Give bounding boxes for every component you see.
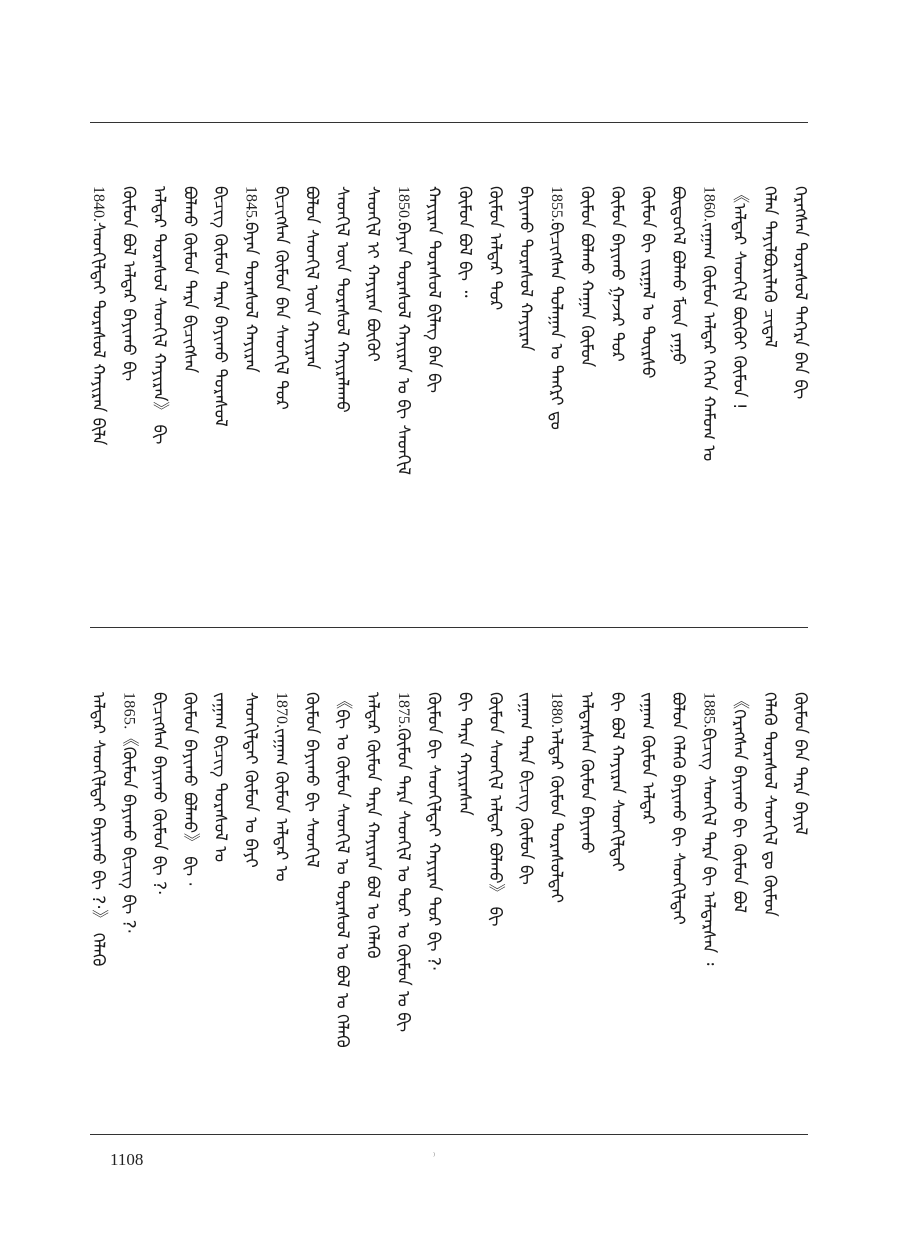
line-text: ᠰᠡᠳᠬᠢᠯᠲᠡᠢ ᠳᠤᠷᠠᠰᠤᠯ ᠬᠠᠶᠢᠷᠠᠨ ᠪᠢᠯᠡ bbox=[88, 222, 108, 446]
poem-line bbox=[573, 692, 599, 1112]
line-text: ᠠᠯᠳᠠᠷ ᠰᠡᠳᠬᠢᠯᠲᠡᠢ ᠪᠠᠶᠢᠬᠤ ᠪᠢ ?·》 ᠬᠡᠯᠡᠬᠦ bbox=[88, 692, 108, 967]
line-text: ᠠᠯᠳᠠᠷ ᠳᠤᠷᠠᠰᠤᠯ ᠰᠡᠳᠬᠢᠯ ᠬᠠᠶᠢᠷᠠᠨ》 ᠪᠢ bbox=[149, 186, 170, 445]
poem-line bbox=[604, 186, 630, 516]
line-text: ᠰᠡᠳᠬᠢᠯᠲᠡᠢ ᠬᠦᠮᠦᠨ ᠤ ᠪᠠᠶᠢ bbox=[240, 692, 261, 868]
line-text: ᠬᠡᠯᠡᠬᠦ ᠳᠤᠷᠠᠰᠤᠯ ᠰᠡᠳᠬᠢᠯ ᠳᠤ ᠬᠦᠮᠦᠨ bbox=[759, 692, 780, 917]
line-text: ᠬᠡᠷᠡᠭᠰᠡᠨ ᠳᠤᠷᠠᠰᠤᠯ ᠳᠡᠭᠡᠷᠡ ᠪᠠᠨ ᠪᠢ bbox=[790, 186, 810, 400]
poem-line bbox=[756, 692, 782, 1112]
poem-line bbox=[451, 186, 477, 516]
poem-line bbox=[360, 692, 386, 1112]
top-rule bbox=[90, 122, 808, 123]
line-text: ᠪᠢᠴᠢᠭᠰᠡᠨ ᠬᠦᠮᠦᠨ ᠪᠠᠨ ᠰᠡᠳᠬᠢᠯ ᠳᠤᠷ bbox=[271, 186, 292, 410]
line-text: ᠵᠠᠭᠠᠭ ᠬᠦᠮᠦᠨ ᠠᠯᠳᠠᠷ ᠭᠡᠭᠡᠨ ᠬᠠᠮᠤᠭ ᠤ bbox=[698, 222, 719, 462]
line-number: 1875. bbox=[395, 692, 413, 728]
poem-line bbox=[238, 186, 264, 516]
poem-line bbox=[512, 186, 538, 516]
line-text: ᠬᠦᠮᠦᠨ ᠲᠡᠷᠡ ᠰᠡᠳᠬᠢᠯ ᠤ ᠳᠤᠷ ᠤ ᠬᠦᠮᠦᠨ ᠤ ᠪᠢ bbox=[393, 728, 414, 1033]
line-text: ᠪᠢᠴᠢᠭ ᠬᠦᠮᠦᠨ ᠲᠡᠷᠡ ᠪᠠᠶᠢᠬᠤ ᠳᠤᠷᠠᠰᠤᠯ bbox=[210, 186, 231, 427]
line-number: 1840. bbox=[90, 186, 107, 222]
line-text: ᠬᠦᠮᠦᠨ ᠰᠡᠳᠬᠢᠯ ᠠᠯᠳᠠᠷ ᠪᠣᠯᠬᠤ》 ᠪᠢ bbox=[484, 692, 505, 927]
line-text: ᠪᠠᠶᠢᠬᠤ ᠳᠤᠷᠠᠰᠤᠯ ᠬᠠᠶᠢᠷᠠᠨ bbox=[515, 186, 536, 352]
poem-line bbox=[634, 692, 660, 1112]
line-text: ᠪᠣᠯᠤᠨ ᠬᠡᠯᠡᠬᠦ ᠪᠠᠶᠢᠬᠤ ᠪᠢ ᠰᠡᠳᠬᠢᠯᠲᠡᠢ bbox=[667, 692, 688, 925]
line-text: ᠬᠠᠶᠢᠷᠠᠨ ᠳᠤᠷᠠᠰᠤᠯ ᠪᠢᠯᠡᠭ ᠪᠠᠨ ᠪᠢ bbox=[423, 186, 444, 393]
line-text: ᠬᠦᠮᠦᠨ ᠪᠣᠯᠬᠤ ᠬᠠᠭᠠᠨ ᠬᠦᠮᠦᠨ bbox=[576, 186, 597, 368]
line-text: ᠠᠯᠳᠠᠷ ᠬᠦᠮᠦᠨ ᠳᠤᠷᠠᠰᠤᠯᠲᠡᠢ bbox=[545, 728, 566, 903]
line-text: 《ᠪᠢ ᠤ ᠬᠦᠮᠦᠨ ᠰᠡᠳᠬᠢᠯ ᠤ ᠳᠤᠷᠠᠰᠤᠯ ᠤ ᠪᠣᠯ ᠤ ᠬᠡᠯᠡᠬᠦ bbox=[332, 692, 353, 1048]
poem-line bbox=[634, 186, 660, 516]
poem-line bbox=[177, 692, 203, 1112]
poem-line bbox=[268, 692, 294, 1112]
poem-line bbox=[177, 186, 203, 516]
poem-line bbox=[268, 186, 294, 516]
line-text: ᠪᠣᠯᠬᠤ ᠬᠦᠮᠦᠨ ᠲᠡᠷᠡ ᠪᠢᠴᠢᠭᠰᠡᠨ bbox=[179, 186, 200, 374]
line-text: ᠬᠦᠮᠦᠨ ᠪᠠᠨ ᠲᠡᠷᠡ ᠪᠠᠶᠢᠯ bbox=[790, 692, 810, 836]
poem-line bbox=[573, 186, 599, 516]
line-text: ᠬᠦᠮᠦᠨ ᠪᠣᠯ ᠠᠯᠳᠠᠷ ᠪᠠᠶᠢᠬᠤ ᠪᠢ bbox=[118, 186, 139, 382]
line-number: 1880. bbox=[547, 692, 565, 728]
page-number: 1108 bbox=[110, 1150, 144, 1169]
line-text: ᠪᠣᠯᠤᠨ ᠰᠡᠳᠬᠢᠯ ᠦᠨ ᠬᠠᠶᠢᠷᠠᠨ bbox=[301, 186, 322, 370]
poem-line bbox=[604, 692, 630, 1112]
line-text: ᠬᠦᠮᠦᠨ ᠪᠣᠯ ᠪᠢ ᠃ bbox=[454, 186, 475, 298]
line-text: ᠰᠡᠳᠬᠢᠯ ᠦᠨ ᠳᠤᠷᠠᠰᠤᠯ ᠬᠠᠶᠢᠷᠠᠯᠠᠬᠤ bbox=[332, 186, 353, 413]
line-text: ᠠᠯᠳᠠᠷᠰᠠᠨ ᠬᠦᠮᠦᠨ ᠪᠠᠶᠢᠬᠤ bbox=[576, 692, 597, 854]
poem-line bbox=[85, 186, 111, 516]
poem-line bbox=[543, 692, 569, 1112]
poem-line bbox=[421, 692, 447, 1112]
line-number: 1845. bbox=[242, 186, 260, 222]
poem-line bbox=[390, 186, 416, 516]
line-number: 1865. bbox=[120, 692, 138, 730]
line-number: 1855. bbox=[547, 186, 565, 222]
line-text: ᠬᠡᠯᠡᠨ ᠲᠡᠶᠢᠯᠪᠦᠷᠢᠯᠡᠬᠦ ᠴᠢᠳᠠᠯ bbox=[759, 186, 780, 348]
poem-line bbox=[726, 186, 752, 516]
poem-line bbox=[543, 186, 569, 516]
line-text: ᠬᠦᠮᠦᠨ ᠪᠠᠶᠢᠬᠤ ᠪᠣᠯᠬᠤ》 ᠪᠢ · bbox=[179, 692, 200, 887]
poem-line bbox=[146, 692, 172, 1112]
line-text: ᠬᠦᠮᠦᠨ ᠪᠠᠶᠢᠬᠤ ᠭᠠᠵᠠᠷ ᠳᠤᠷ bbox=[606, 186, 627, 362]
line-number: 1860. bbox=[700, 186, 718, 222]
line-text: ᠠᠯᠳᠠᠷ ᠬᠦᠮᠦᠨ ᠲᠡᠷᠡ ᠬᠠᠶᠢᠷᠠᠨ ᠪᠣᠯ ᠤ ᠬᠡᠯᠡᠬᠦ bbox=[362, 692, 383, 959]
poem-line bbox=[329, 186, 355, 516]
poem-line bbox=[726, 692, 752, 1112]
line-text: ᠪᠢ ᠲᠡᠷᠡ ᠬᠠᠶᠢᠷᠠᠰᠠᠨ bbox=[454, 692, 475, 816]
poem-line bbox=[451, 692, 477, 1112]
poem-line bbox=[787, 692, 813, 1112]
middle-rule bbox=[90, 627, 808, 628]
line-text: ᠪᠢᠴᠢᠭᠰᠡᠨ ᠳᠤᠯᠠᠭᠠᠨ ᠤ ᠲᠡᠩᠷᠢ ᠳᠤ bbox=[545, 222, 566, 430]
poem-line bbox=[238, 692, 264, 1112]
poem-line bbox=[512, 692, 538, 1112]
line-text: ᠪᠠᠶᠠᠨ ᠳᠤᠷᠠᠰᠤᠯ ᠬᠠᠶᠢᠷᠠᠨ bbox=[240, 222, 261, 373]
poem-line bbox=[329, 692, 355, 1112]
poem-line bbox=[85, 692, 111, 1112]
line-text: ᠬᠦᠮᠦᠨ ᠪᠠᠶᠢᠬᠤ ᠪᠢ ᠰᠡᠳᠬᠢᠯ bbox=[301, 692, 322, 868]
poem-line bbox=[116, 692, 142, 1112]
poem-line bbox=[390, 692, 416, 1112]
center-mark: ⁾ bbox=[433, 1152, 436, 1162]
line-text: ᠪᠢᠴᠢᠭᠰᠡᠨ ᠪᠠᠶᠢᠬᠤ ᠬᠦᠮᠦᠨ ᠪᠢ ?· bbox=[149, 692, 170, 896]
line-text: ᠵᠠᠭᠠᠭ ᠬᠦᠮᠦᠨ ᠠᠯᠳᠠᠷ ᠤ bbox=[271, 728, 292, 882]
line-text: ᠰᠡᠳᠬᠢᠯ ᠢ ᠬᠠᠶᠢᠷᠠᠨ ᠪᠦᠬᠦᠢ bbox=[362, 186, 383, 362]
line-number: 1850. bbox=[395, 186, 413, 222]
line-text: ᠬᠦᠮᠦᠨ ᠪᠢ ᠰᠡᠳᠬᠢᠯᠲᠡᠢ ᠬᠠᠶᠢᠷᠠᠨ ᠳᠤᠷ ᠪᠢ ?· bbox=[423, 692, 444, 972]
poem-line bbox=[116, 186, 142, 516]
poem-line bbox=[207, 692, 233, 1112]
poem-line bbox=[146, 186, 172, 516]
poem-line bbox=[756, 186, 782, 516]
poem-line bbox=[787, 186, 813, 516]
line-text: 《ᠬᠦᠮᠦᠨ ᠪᠠᠶᠢᠬᠤ ᠪᠢᠴᠢᠭ ᠪᠢ ?· bbox=[118, 729, 139, 935]
line-text: ᠬᠦᠮᠦᠨ ᠪᠢ ᠵᠢᠷᠭᠠᠯ ᠤ ᠳᠦᠷᠰᠦ bbox=[637, 186, 658, 379]
poem-line bbox=[207, 186, 233, 516]
line-text: ᠪᠢᠴᠢᠭ ᠰᠡᠳᠬᠢᠯ ᠲᠡᠷᠡ ᠪᠢ ᠠᠯᠳᠠᠷᠰᠠᠨ ᠄ bbox=[698, 728, 719, 966]
line-text: ᠪᠠᠶᠠᠨ ᠳᠤᠷᠠᠰᠤᠯ ᠬᠠᠶᠢᠷᠠᠨ ᠤ ᠪᠢ ᠰᠡᠳᠬᠢᠯ bbox=[393, 222, 414, 475]
poem-line bbox=[482, 692, 508, 1112]
poem-line bbox=[299, 186, 325, 516]
poem-line bbox=[695, 186, 721, 516]
line-text: ᠬᠦᠮᠦᠨ ᠠᠯᠳᠠᠷ ᠳᠤᠷ bbox=[484, 186, 505, 311]
line-number: 1885. bbox=[700, 692, 718, 728]
line-text: 《ᠬᠡᠷᠡᠭᠰᠡᠨ ᠪᠠᠶᠢᠬᠤ ᠪᠢ ᠬᠦᠮᠦᠨ ᠪᠣᠯ bbox=[728, 692, 749, 914]
poem-line bbox=[665, 186, 691, 516]
line-text: 《ᠠᠯᠳᠠᠷ ᠰᠡᠳᠬᠢᠯ ᠪᠦᠬᠦᠢ ᠬᠦᠮᠦᠨ ! bbox=[728, 186, 749, 410]
line-number: 1870. bbox=[273, 692, 291, 728]
line-text: ᠵᠠᠭᠠᠭ ᠪᠢᠴᠢᠭ ᠳᠤᠷᠠᠰᠤᠯ ᠤ bbox=[210, 692, 231, 863]
poem-line bbox=[360, 186, 386, 516]
poem-line bbox=[421, 186, 447, 516]
line-text: ᠵᠠᠭᠠᠭ ᠲᠡᠷᠡ ᠪᠢᠴᠢᠭ ᠬᠦᠮᠦᠨ ᠪᠢ bbox=[515, 692, 536, 885]
poem-line bbox=[299, 692, 325, 1112]
line-text: ᠪᠦᠲᠦᠭᠡᠯ ᠪᠣᠯᠬᠤ ᠮᠥᠨ ᠶᠠᠭᠤ bbox=[667, 186, 688, 365]
poem-line bbox=[695, 692, 721, 1112]
poem-line bbox=[665, 692, 691, 1112]
poem-line bbox=[482, 186, 508, 516]
line-text: ᠪᠢ ᠪᠣᠯ ᠬᠠᠶᠢᠷᠠᠨ ᠰᠡᠳᠬᠢᠯᠲᠡᠢ bbox=[606, 692, 627, 872]
bottom-rule bbox=[90, 1134, 808, 1135]
line-text: ᠵᠠᠭᠠᠭ ᠬᠦᠮᠦᠨ ᠠᠯᠳᠠᠷ bbox=[637, 692, 658, 825]
